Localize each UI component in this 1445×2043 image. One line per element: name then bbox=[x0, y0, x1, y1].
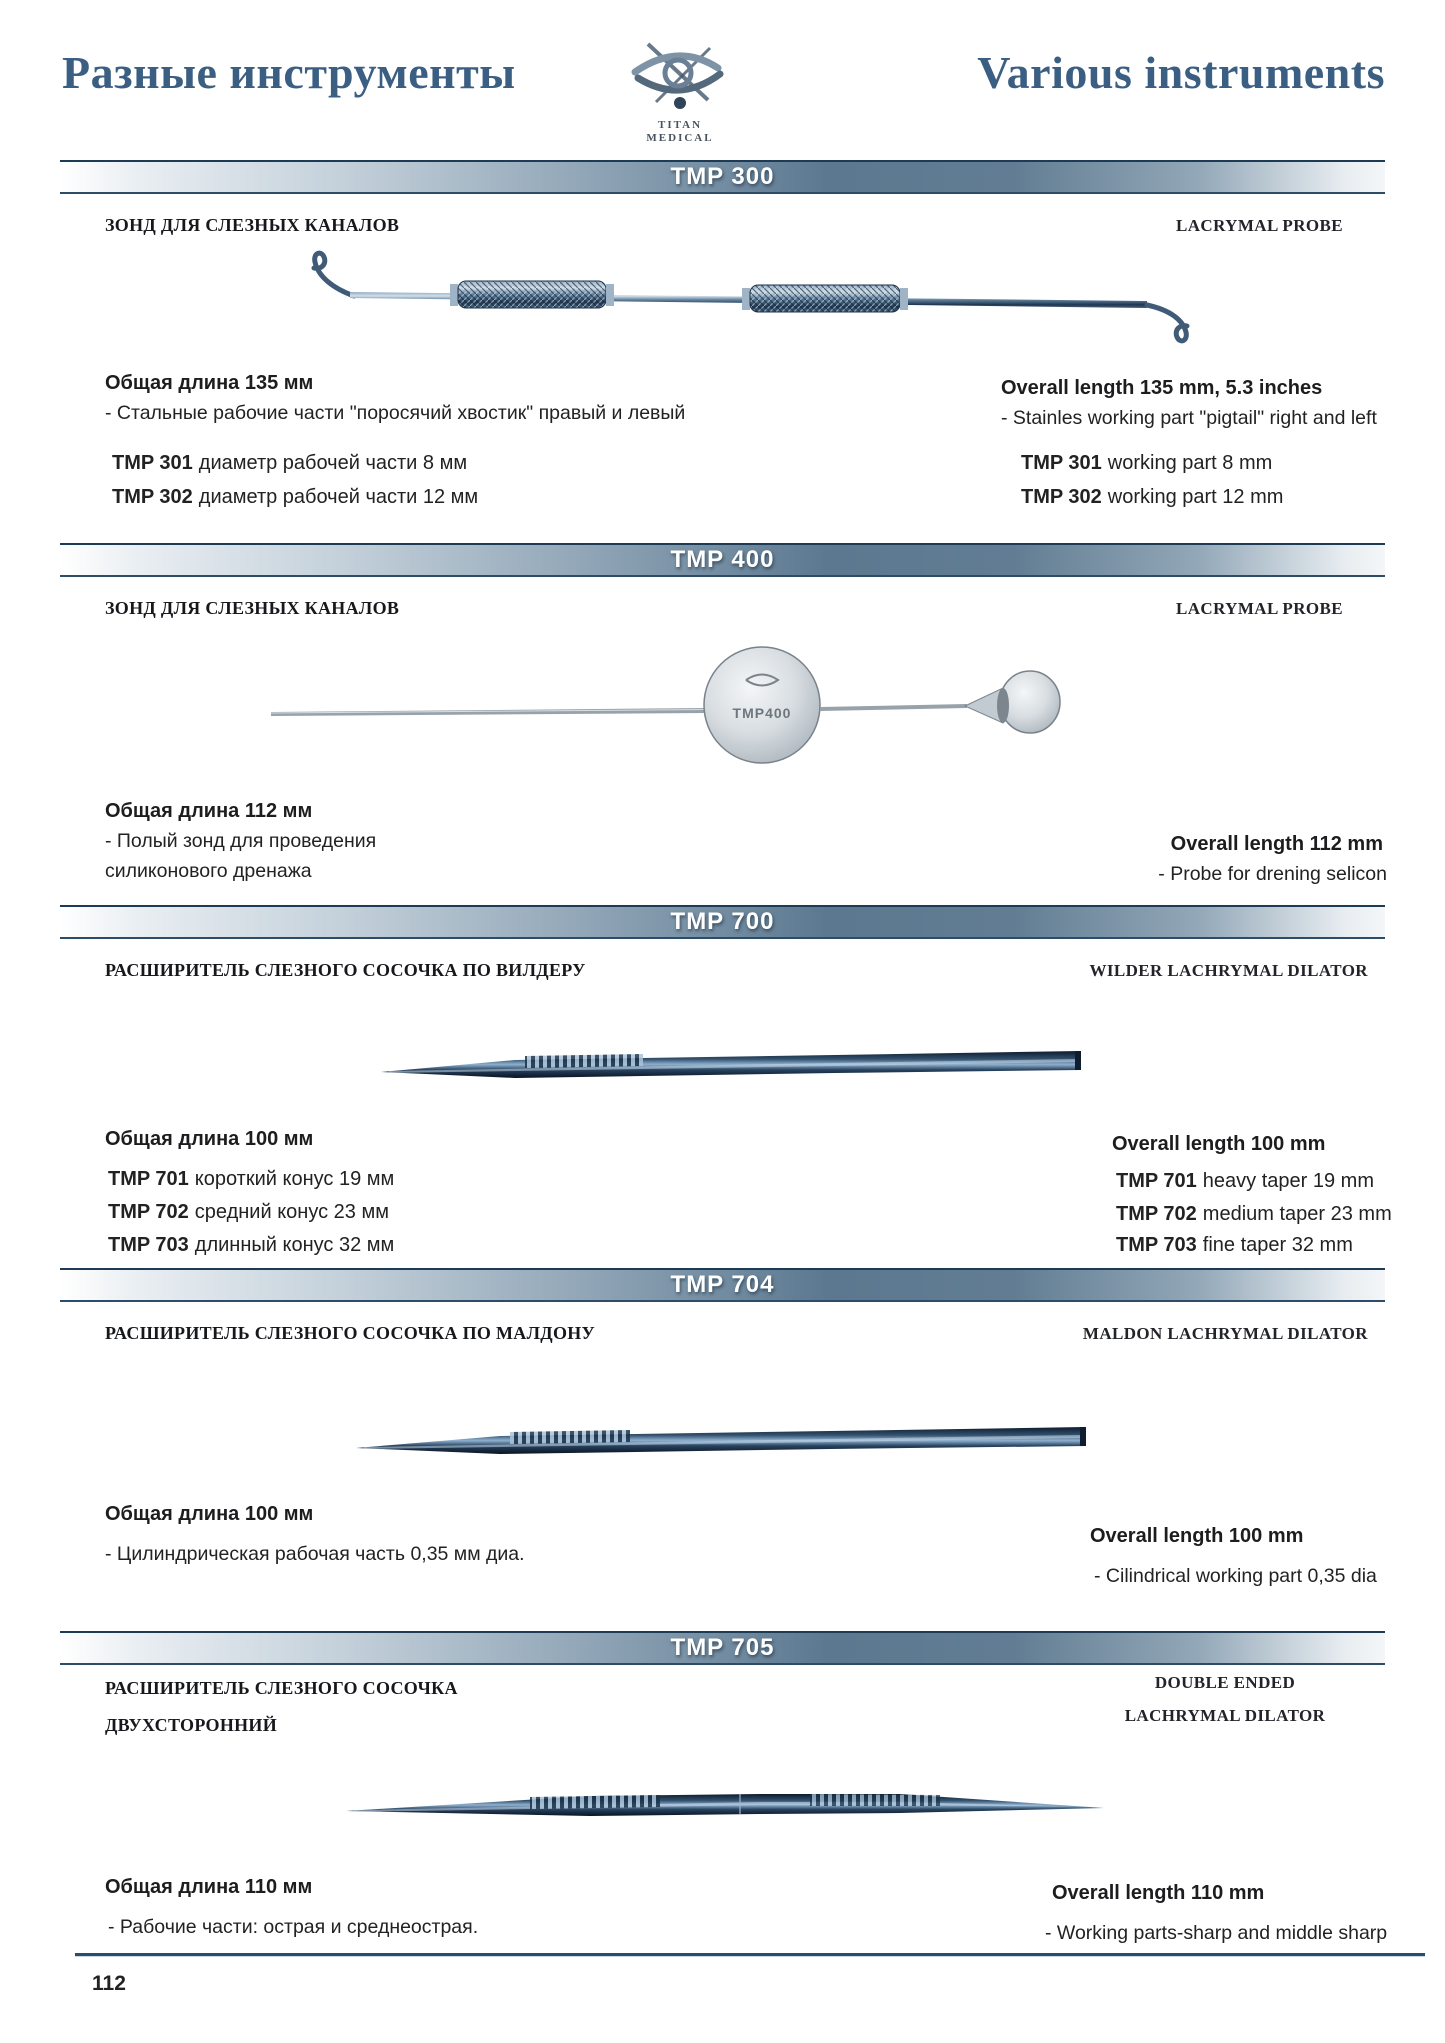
section-code: TMP 704 bbox=[670, 1271, 775, 1298]
description-en: - Stainles working part "pigtail" right and left bbox=[1001, 407, 1377, 429]
overall-length-ru: Общая длина 135 мм bbox=[105, 372, 314, 394]
description-ru: силиконового дренажа bbox=[105, 860, 312, 882]
tmp-400-photo bbox=[265, 638, 1070, 783]
section-code: TMP 300 bbox=[670, 163, 775, 190]
product-code: TMP 301 bbox=[112, 452, 193, 474]
overall-length-ru: Общая длина 112 мм bbox=[105, 800, 313, 822]
logo-line-titan: TITAN bbox=[657, 119, 703, 131]
product-code: TMP 703 bbox=[108, 1234, 189, 1256]
section-header-bar bbox=[60, 160, 1385, 194]
section-code: TMP 705 bbox=[670, 1634, 775, 1661]
product-spec: heavy taper 19 mm bbox=[1202, 1170, 1374, 1192]
logo-line-medical: MEDICAL bbox=[646, 132, 714, 144]
product-spec: working part 12 mm bbox=[1107, 486, 1284, 508]
maldon-dilator-image bbox=[350, 1418, 1095, 1473]
overall-length-en: Overall length 100 mm bbox=[1112, 1133, 1326, 1155]
section-header-bar bbox=[60, 1631, 1385, 1665]
product-spec: диаметр рабочей части 8 мм bbox=[198, 452, 468, 474]
wilder-dilator-image bbox=[375, 1043, 1090, 1098]
overall-length-ru: Общая длина 100 мм bbox=[105, 1128, 314, 1150]
product-code: TMP 702 bbox=[108, 1201, 189, 1223]
product-code: TMP 703 bbox=[1116, 1234, 1197, 1256]
overall-length-en: Overall length 135 mm, 5.3 inches bbox=[1001, 377, 1323, 399]
heading-english: LACRYMAL PROBE bbox=[1176, 599, 1343, 618]
product-item-en bbox=[1116, 1203, 1392, 1226]
heading-russian: РАСШИРИТЕЛЬ СЛЕЗНОГО СОСОЧКА ПО МАЛДОНУ bbox=[105, 1323, 596, 1343]
description-ru: - Полый зонд для проведения bbox=[105, 830, 377, 852]
product-code: TMP 702 bbox=[1116, 1203, 1197, 1225]
page-title-english: Various instruments bbox=[977, 47, 1385, 98]
heading-russian: ЗОНД ДЛЯ СЛЕЗНЫХ КАНАЛОВ bbox=[105, 598, 400, 618]
product-item-ru bbox=[108, 1201, 389, 1224]
product-spec: fine taper 32 mm bbox=[1202, 1234, 1353, 1256]
page-title-russian: Разные инструменты bbox=[62, 47, 516, 98]
heading-russian: РАСШИРИТЕЛЬ СЛЕЗНОГО СОСОЧКА ПО ВИЛДЕРУ bbox=[105, 960, 586, 980]
tmp-705-photo bbox=[340, 1782, 1110, 1842]
overall-length-en: Overall length 110 mm bbox=[1052, 1882, 1265, 1904]
disc-engraving: TMP400 bbox=[732, 705, 792, 721]
product-item-ru bbox=[108, 1168, 394, 1191]
heading-english: MALDON LACHRYMAL DILATOR bbox=[1082, 1324, 1368, 1343]
product-code: TMP 302 bbox=[112, 486, 193, 508]
lacrymal-probe-image bbox=[290, 246, 1210, 346]
heading-russian: РАСШИРИТЕЛЬ СЛЕЗНОГО СОСОЧКА ДВУХСТОРОННИЙ bbox=[105, 1678, 458, 1735]
product-spec: working part 8 mm bbox=[1107, 452, 1273, 474]
description-en: - Working parts-sharp and middle sharp bbox=[1045, 1922, 1388, 1944]
lacrymal-probe-image bbox=[265, 638, 1070, 778]
heading-russian: ЗОНД ДЛЯ СЛЕЗНЫХ КАНАЛОВ bbox=[105, 215, 400, 235]
overall-length-en: Overall length 100 mm bbox=[1090, 1525, 1304, 1547]
description-ru: - Цилиндрическая рабочая часть 0,35 мм диа. bbox=[105, 1543, 525, 1565]
heading-english: LACRYMAL PROBE bbox=[1176, 216, 1343, 235]
product-spec: короткий конус 19 мм bbox=[194, 1168, 395, 1190]
product-item-en bbox=[1116, 1170, 1374, 1193]
product-item-ru bbox=[108, 1234, 394, 1257]
footer-divider bbox=[75, 1953, 1425, 1957]
section-code: TMP 700 bbox=[670, 908, 775, 935]
section-header-bar bbox=[60, 543, 1385, 577]
product-spec: диаметр рабочей части 12 мм bbox=[198, 486, 479, 508]
overall-length-en: Overall length 112 mm bbox=[1170, 833, 1383, 855]
product-item-en bbox=[1116, 1234, 1353, 1257]
section-code: TMP 400 bbox=[670, 546, 775, 573]
titan-medical-logo bbox=[615, 40, 745, 145]
double-ended-dilator-image bbox=[340, 1782, 1110, 1837]
eye-logo-icon bbox=[620, 40, 740, 114]
product-item-en bbox=[1021, 486, 1283, 509]
product-item-ru bbox=[112, 452, 467, 475]
section-header-bar bbox=[60, 905, 1385, 939]
description-ru: - Рабочие части: острая и среднеострая. bbox=[108, 1916, 479, 1938]
product-spec: длинный конус 32 мм bbox=[194, 1234, 395, 1256]
tmp-704-photo bbox=[350, 1418, 1095, 1478]
logo-wordmark bbox=[615, 119, 745, 145]
product-code: TMP 301 bbox=[1021, 452, 1102, 474]
product-spec: средний конус 23 мм bbox=[194, 1201, 389, 1223]
product-code: TMP 701 bbox=[1116, 1170, 1197, 1192]
page-number: 112 bbox=[92, 1972, 126, 1995]
tmp-700-photo bbox=[375, 1043, 1090, 1103]
product-item-en bbox=[1021, 452, 1272, 475]
description-en: - Cilindrical working part 0,35 dia bbox=[1094, 1565, 1377, 1587]
overall-length-ru: Общая длина 110 мм bbox=[105, 1876, 313, 1898]
product-code: TMP 302 bbox=[1021, 486, 1102, 508]
product-code: TMP 701 bbox=[108, 1168, 189, 1190]
heading-english: WILDER LACHRYMAL DILATOR bbox=[1089, 961, 1368, 980]
heading-english: DOUBLE ENDED LACHRYMAL DILATOR bbox=[1124, 1673, 1326, 1725]
section-header-bar bbox=[60, 1268, 1385, 1302]
description-en: - Probe for drening selicon bbox=[1158, 863, 1387, 885]
tmp-300-photo bbox=[290, 246, 1210, 351]
description-ru: - Стальные рабочие части "поросячий хвостик" правый и левый bbox=[105, 402, 686, 424]
product-item-ru bbox=[112, 486, 478, 509]
overall-length-ru: Общая длина 100 мм bbox=[105, 1503, 314, 1525]
product-spec: medium taper 23 mm bbox=[1202, 1203, 1392, 1225]
